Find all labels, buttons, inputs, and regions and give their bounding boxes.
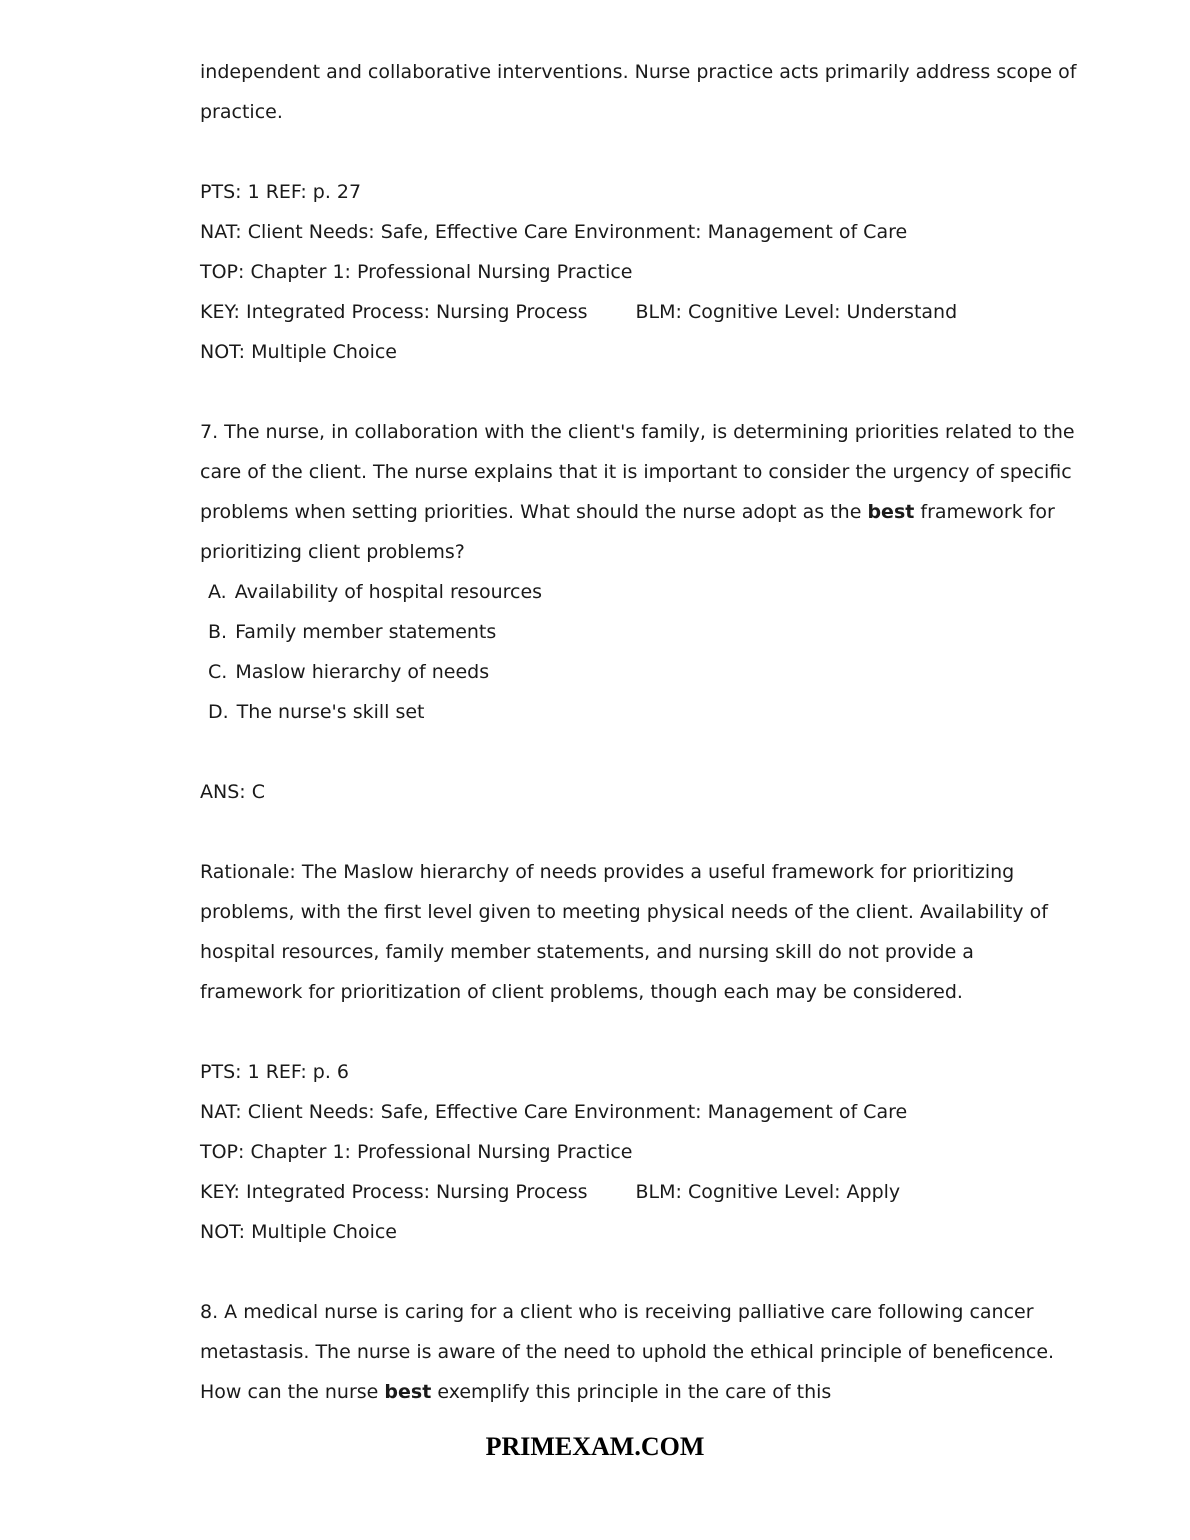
key-text: KEY: Integrated Process: Nursing Process (200, 301, 588, 323)
pts-ref-line-2: PTS: 1 REF: p. 6 (200, 1061, 350, 1083)
question-7-stem-pre: 7. The nurse, in collaboration with the client's family, is determining priorities related to the care of the client. The nurse explains that it is important to consider the urgency of specific problems when setting priorities. What should the nurse adopt as the (200, 421, 1075, 523)
footer-watermark: PRIMEXAM.COM (485, 1432, 705, 1461)
question-7-bold-word: best (867, 501, 915, 523)
rationale-paragraph: Rationale: The Maslow hierarchy of needs provides a useful framework for prioritizing problems, with the first level given to meeting physical needs of the client. Availability of hospital resources, family member statements, and nursing skill do not provide a framework for prioritization of client problems, though each may be considered. (200, 861, 1048, 1003)
question-8-bold-word: best (384, 1381, 432, 1403)
option-d-label: D. (208, 701, 229, 723)
nat-line: NAT: Client Needs: Safe, Effective Care Environment: Management of Care (200, 221, 908, 243)
option-a (200, 572, 1080, 612)
option-b-label: B. (208, 621, 228, 643)
pts-ref-line: PTS: 1 REF: p. 27 (200, 181, 362, 203)
option-c-label: C. (208, 661, 228, 683)
nat-line-2: NAT: Client Needs: Safe, Effective Care Environment: Management of Care (200, 1101, 908, 1123)
not-line-2: NOT: Multiple Choice (200, 1221, 397, 1243)
blm-text-2: BLM: Cognitive Level: Apply (635, 1181, 901, 1203)
question-7-stem-post: framework for prioritizing client problems? (200, 501, 1055, 563)
question-8-stem (200, 1292, 1080, 1412)
not-line: NOT: Multiple Choice (200, 341, 397, 363)
option-a-text: Availability of hospital resources (234, 581, 543, 603)
question-8-stem-pre: 8. A medical nurse is caring for a client who is receiving palliative care following cancer metastasis. The nurse is aware of the need to uphold the ethical principle of beneficence. How can the nurse (200, 1301, 1055, 1403)
option-d-text: The nurse's skill set (236, 701, 425, 723)
option-c-text: Maslow hierarchy of needs (235, 661, 490, 683)
answer-line: ANS: C (200, 781, 265, 803)
question-7-stem (200, 412, 1080, 572)
top-line-2: TOP: Chapter 1: Professional Nursing Practice (200, 1141, 633, 1163)
option-c (200, 652, 1080, 692)
option-a-label: A. (208, 581, 227, 603)
option-b (200, 612, 1080, 652)
option-d (200, 692, 1080, 732)
key-blm-line (200, 292, 1080, 332)
key-blm-line-2 (200, 1172, 1080, 1212)
top-line: TOP: Chapter 1: Professional Nursing Practice (200, 261, 633, 283)
metadata-block-1 (200, 172, 1080, 372)
question-7-options (200, 572, 1080, 732)
option-b-text: Family member statements (235, 621, 497, 643)
metadata-block-2 (200, 1052, 1080, 1252)
question-8-stem-post: exemplify this principle in the care of this (431, 1381, 832, 1403)
intro-paragraph: independent and collaborative interventions. Nurse practice acts primarily address scope of practice. (200, 61, 1077, 123)
key-text-2: KEY: Integrated Process: Nursing Process (200, 1181, 588, 1203)
blm-text: BLM: Cognitive Level: Understand (635, 301, 958, 323)
